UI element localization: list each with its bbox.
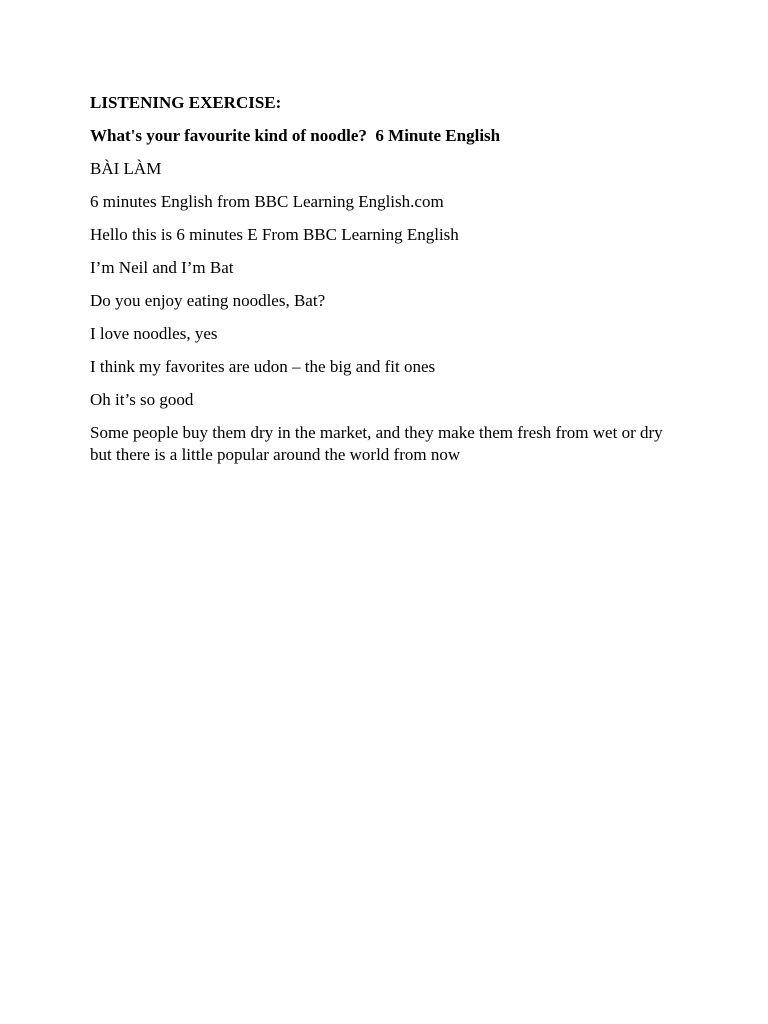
transcript-line: I love noodles, yes bbox=[90, 324, 218, 343]
transcript-line: Hello this is 6 minutes E From BBC Learning English bbox=[90, 225, 459, 244]
transcript-line: 6 minutes English from BBC Learning English.com bbox=[90, 192, 444, 211]
section-label: BÀI LÀM bbox=[90, 159, 162, 178]
transcript-line: I’m Neil and I’m Bat bbox=[90, 258, 234, 277]
document-heading: LISTENING EXERCISE: bbox=[90, 93, 282, 112]
document-subtitle: What's your favourite kind of noodle? 6 Minute English bbox=[90, 126, 501, 145]
transcript-line: Oh it’s so good bbox=[90, 390, 194, 409]
transcript-line: Do you enjoy eating noodles, Bat? bbox=[90, 291, 326, 310]
transcript-paragraph: Some people buy them dry in the market, and they make them fresh from wet or dry but there is a little popular around the world from now bbox=[90, 423, 667, 464]
transcript-line: I think my favorites are udon – the big and fit ones bbox=[90, 357, 436, 376]
